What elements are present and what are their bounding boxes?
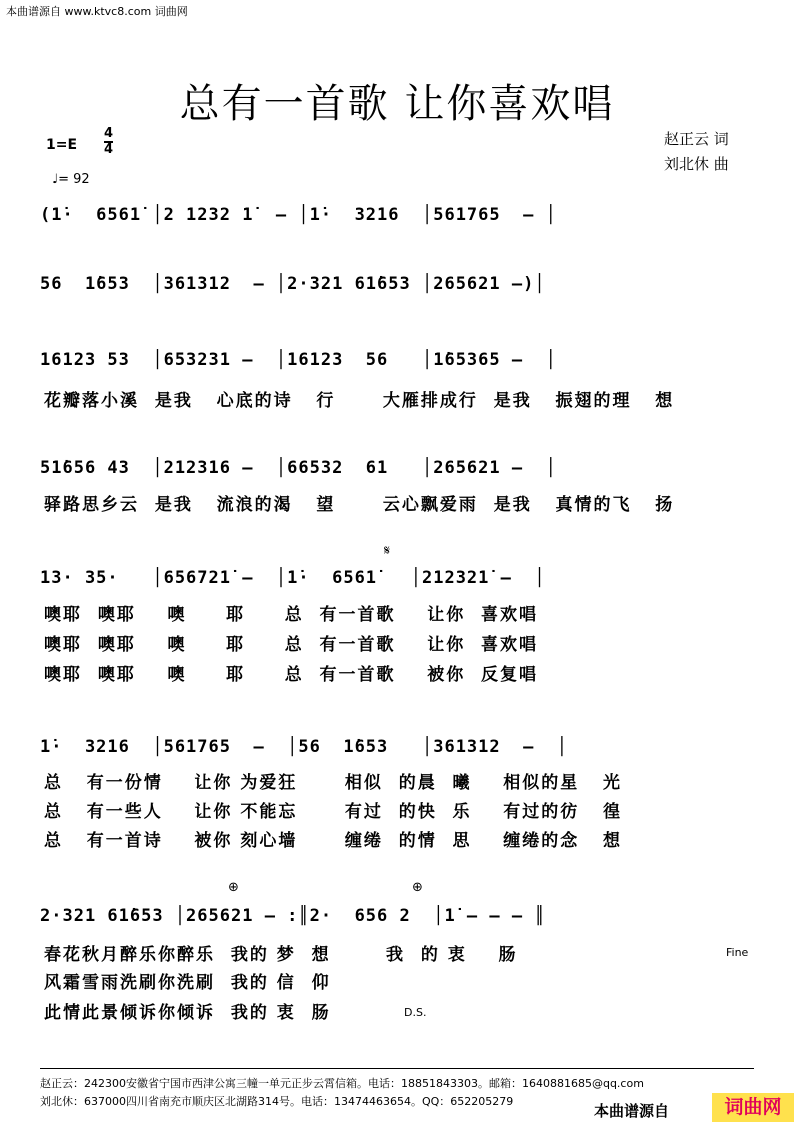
lyric-line: 春花秋月醉乐你醉乐 我的 梦 想 我 的 衷 肠 [44,945,518,965]
source-label: 本曲谱源自 [594,1102,670,1120]
lyricist-credit: 赵正云 词 [664,130,729,148]
notation-row-6 [40,737,754,767]
segno-mark: 𝄋 [384,543,391,559]
lyric-line: 驿路思乡云 是我 流浪的渴 望 云心飘爱雨 是我 真情的飞 扬 [44,495,675,515]
notation-notes: 16123 53 │653231 – │16123 56 │1̇65365 – │ [40,350,557,370]
notation-notes: 51̇656 43 │212316 – │66532 61 │265621 – │ [40,458,557,478]
header-watermark: 本曲谱源自 www.ktvc8.com 词曲网 [6,5,188,18]
composer-credit: 刘北休 曲 [664,155,729,173]
notation-notes: 2·321 61̇653 │265621 – :║2· 656 2 │1̇ – – – ║ [40,906,546,926]
song-title: 总有一首歌 让你喜欢唱 [179,81,615,127]
notation-row-3 [40,350,754,380]
notation-row-4 [40,458,754,488]
tempo-mark: ♩= 92 [52,172,90,187]
coda-mark: ⊕ [228,880,239,895]
notation-notes: 1̇· 3216 │561765 – │56 1̇653 │361312 – │ [40,737,569,757]
footer-divider [40,1068,754,1069]
composer-contact: 刘北休：637000四川省南充市顺庆区北湖路314号。电话：13474463654。QQ：652205279 [40,1095,514,1108]
lyric-line: 此情此景倾诉你倾诉 我的 衷 肠 [44,1003,331,1023]
ds-mark: D.S. [404,1006,427,1019]
lyric-line: 花瓣落小溪 是我 心底的诗 行 大雁排成行 是我 振翅的理 想 [44,391,675,411]
notation-row-7 [40,906,754,936]
time-numerator: 4 [104,126,114,141]
notation-notes: (1̇· 6561̇ │2 1232 1̇ – │1̇· 3216 │561765 – │ [40,205,557,225]
notation-row-5 [40,568,754,598]
site-logo[interactable]: 词曲网 [712,1093,794,1122]
lyric-line: 噢耶 噢耶 噢 耶 总 有一首歌 被你 反复唱 [44,665,539,685]
lyric-line: 噢耶 噢耶 噢 耶 总 有一首歌 让你 喜欢唱 [44,635,539,655]
time-denominator: 4 [104,142,114,157]
notation-row-1 [40,205,754,235]
lyric-line: 总 有一些人 让你 不能忘 有过 的快 乐 有过的彷 徨 [44,802,622,822]
notation-row-2 [40,274,754,304]
key-signature: 1=E [46,137,78,153]
notation-notes: 13· 35· │656721̇ – │1̇· 6561̇ │212321̇ – │ [40,568,546,588]
lyricist-contact: 赵正云：242300安徽省宁国市西津公寓三幢一单元正步云霄信箱。电话：18851843303。邮箱：1640881685@qq.com [40,1077,644,1090]
fine-mark: Fine [726,946,749,959]
notation-notes: 56 1̇653 │361312 – │2·321 61̇653 │265621 –)│ [40,274,546,294]
time-signature [104,127,113,157]
lyric-line: 总 有一首诗 被你 刻心墙 缠绻 的情 思 缠绻的念 想 [44,831,622,851]
coda-mark: ⊕ [412,880,423,895]
lyric-line: 总 有一份情 让你 为爱狂 相似 的晨 曦 相似的星 光 [44,773,622,793]
lyric-line: 风霜雪雨洗刷你洗刷 我的 信 仰 [44,973,331,993]
lyric-line: 噢耶 噢耶 噢 耶 总 有一首歌 让你 喜欢唱 [44,605,539,625]
